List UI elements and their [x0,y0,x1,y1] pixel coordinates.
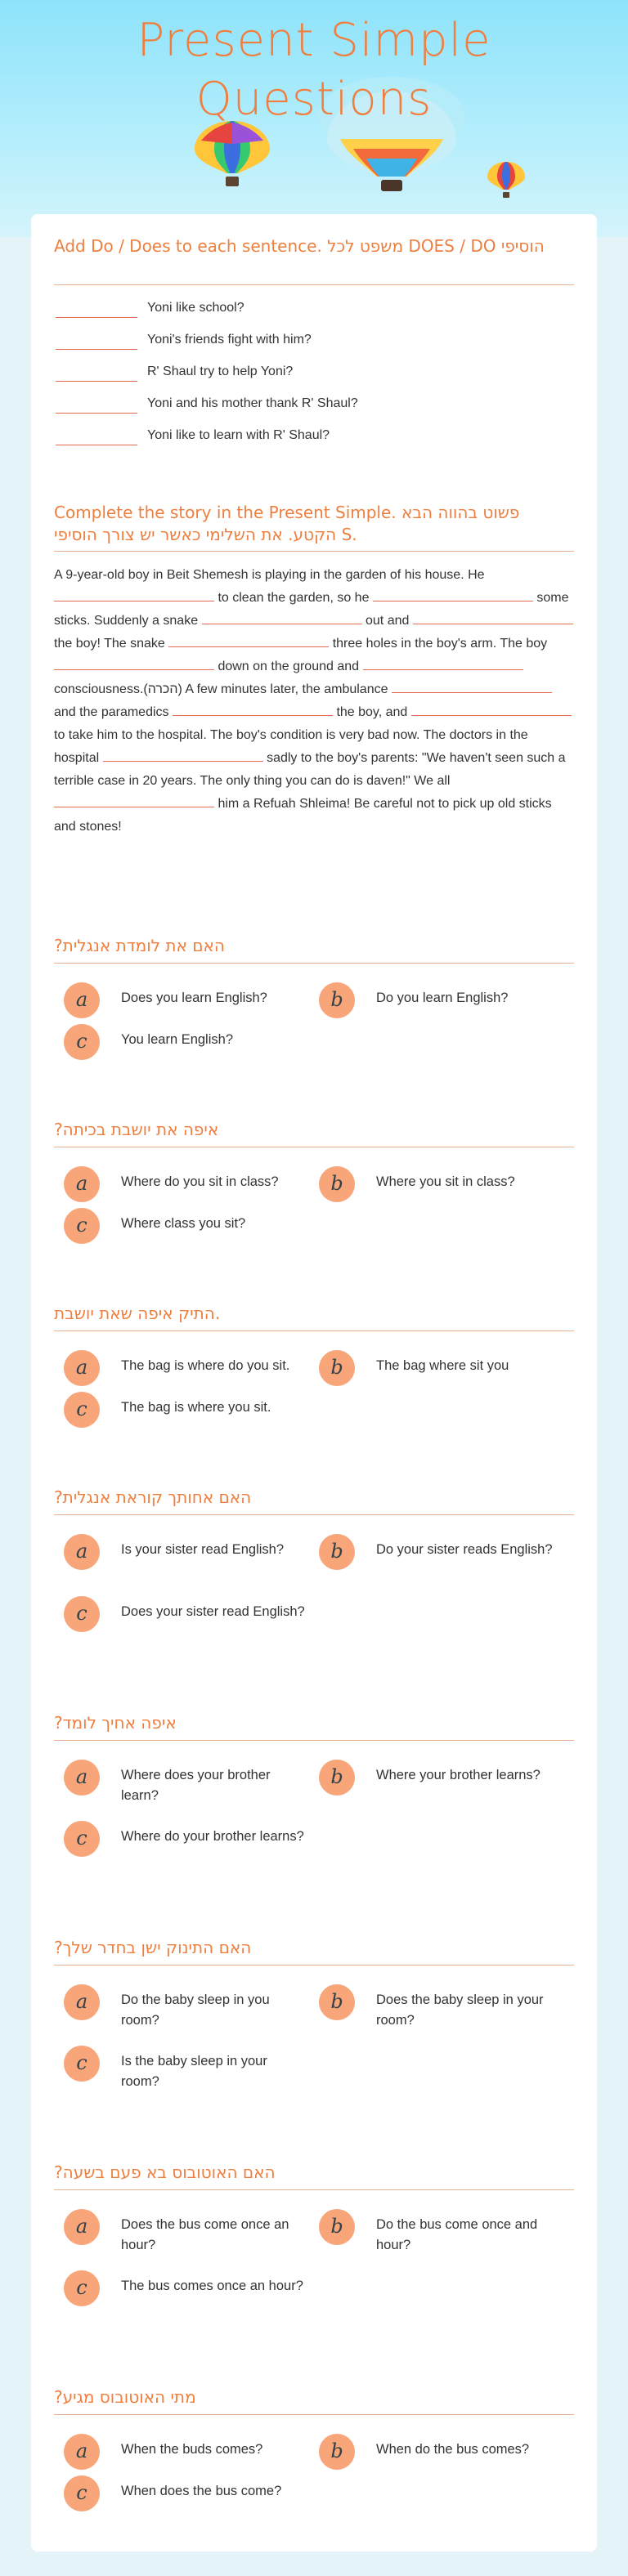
story-part-10: the boy, and [336,705,408,719]
answer-blank-4[interactable] [56,395,137,414]
option-badge-a: a [64,2434,100,2470]
option-badge-a: a [64,1760,100,1796]
fill-row-3-text: R' Shaul try to help Yoni? [147,364,294,378]
option-badge-a: a [64,1166,100,1202]
story-blank-12[interactable] [54,793,214,807]
fill-row-1-text: Yoni like school? [147,301,244,315]
question-6-title: ?האם התינוק ישן בחדר שלך [54,1938,252,1957]
option-badge-a: a [64,1984,100,2020]
story-blank-11[interactable] [103,747,263,762]
story-part-12: sadly to the boy's parents: "We haven't seen such a terrible case in 20 years. The only thing you can do is daven!" We all [54,751,566,788]
option-badge-b: b [319,1534,355,1570]
story-blank-7[interactable] [363,655,523,670]
question-4-title: ?האם אחותך קוראת אנגלית [54,1487,252,1507]
fill-row-2-text: Yoni's friends fight with him? [147,333,312,347]
question-3-divider [54,1330,574,1331]
option-text: Is your sister read English? [121,1542,285,1557]
option-badge-b: b [319,1760,355,1796]
option-text: Do you learn English? [376,991,509,1005]
section1-title: Add Do / Does to each sentence. משפט לכל DOES / DO הוסיפי [54,236,545,256]
story-blank-4[interactable] [413,610,573,624]
section1-divider [54,284,574,285]
option-badge-b: b [319,2209,355,2245]
option-badge-c: c [64,1024,100,1060]
story-part-5: the boy! The snake [54,637,165,651]
answer-blank-2[interactable] [56,331,137,350]
option-text: Where do you sit in class? [121,1174,279,1189]
option-text: Does you learn English? [121,991,267,1005]
option-badge-c: c [64,1208,100,1244]
option-text: Where your brother learns? [376,1768,541,1782]
option-text: Is the baby sleep in your room? [121,2054,267,2089]
question-2-title: ?איפה את יושבת בכיתה [54,1120,219,1139]
option-badge-c: c [64,1821,100,1857]
option-badge-c: c [64,1392,100,1428]
question-4-divider [54,1514,574,1515]
option-badge-a: a [64,1534,100,1570]
option-text: The bag where sit you [376,1358,509,1373]
page-title [0,11,628,129]
fill-row-5-text: Yoni like to learn with R' Shaul? [147,428,330,442]
option-badge-c: c [64,1596,100,1632]
page-title-line2: Questions [195,73,433,126]
option-badge-b: b [319,982,355,1018]
answer-blank-1[interactable] [56,299,137,318]
section2-title: Complete the story in the Present Simple. פשוט בהווה הבא הקטע. את השלימי כאשר יש צורך הוסיפי S. [54,503,520,544]
story-blank-2[interactable] [373,587,533,602]
story-blank-10[interactable] [411,701,572,716]
story-part-9: and the paramedics [54,705,169,719]
story-part-13: him a Refuah Shleima! Be careful not to pick up old sticks and stones! [54,797,552,834]
option-badge-a: a [64,2209,100,2245]
story-blank-5[interactable] [168,633,329,647]
question-7-title: ?האם האוטובוס בא פעם בשעה [54,2162,276,2182]
option-text: Do the baby sleep in you room? [121,1992,270,2028]
hot-air-balloon-small-icon [486,160,527,199]
option-text: Where does your brother learn? [121,1768,271,1803]
answer-blank-5[interactable] [56,427,137,445]
option-text: The bus comes once an hour? [121,2279,303,2293]
option-text: When do the bus comes? [376,2442,530,2457]
story-blank-3[interactable] [202,610,362,624]
option-badge-c: c [64,2475,100,2511]
page-title-line1: Present Simple [137,14,491,67]
story-part-4: out and [366,614,410,628]
option-text: Do your sister reads English? [376,1542,553,1557]
header-banner [0,0,628,237]
story-part-8: consciousness.(הכרה) A few minutes later, the ambulance [54,682,388,696]
option-badge-a: a [64,1350,100,1386]
question-1-divider [54,963,574,964]
story-part-6: three holes in the boy's arm. The boy [332,637,548,651]
option-text: Does the baby sleep in your room? [376,1992,544,2028]
option-text: When the buds comes? [121,2442,263,2457]
option-text: The bag is where do you sit. [121,1358,290,1373]
story-part-11: to take him to the hospital. The boy's condition is very bad now. The doctors in the hospital [54,728,528,765]
option-text: You learn English? [121,1032,233,1047]
section2-divider [54,551,574,552]
question-8-title: ?מתי האוטובוס מגיע [54,2387,196,2407]
worksheet-card [31,214,597,2551]
story-part-3: some sticks. Suddenly a snake [54,591,569,628]
story-part-7: down on the ground and [218,660,360,673]
option-text: Does your sister read English? [121,1604,305,1619]
question-1-title: ?האם את לומדת אנגלית [54,936,225,955]
option-text: The bag is where you sit. [121,1400,271,1415]
story-part-2: to clean the garden, so he [218,591,370,605]
question-6-divider [54,1965,574,1966]
option-text: When does the bus come? [121,2484,282,2498]
answer-blank-3[interactable] [56,363,137,382]
option-badge-c: c [64,2270,100,2306]
option-badge-a: a [64,982,100,1018]
option-text: Where you sit in class? [376,1174,515,1189]
question-8-divider [54,2414,574,2415]
story-part-1: A 9-year-old boy in Beit Shemesh is playing in the garden of his house. He [54,568,485,582]
option-text: Does the bus come once an hour? [121,2217,289,2252]
fill-row-4-text: Yoni and his mother thank R' Shaul? [147,396,358,410]
option-badge-b: b [319,1350,355,1386]
hot-air-balloon-left-icon [193,119,271,190]
option-badge-b: b [319,1984,355,2020]
option-text: Where do your brother learns? [121,1829,304,1844]
option-text: Where class you sit? [121,1216,246,1231]
question-5-divider [54,1740,574,1741]
story-blank-9[interactable] [173,701,333,716]
option-text: Do the bus come once and hour? [376,2217,538,2252]
story-blank-8[interactable] [392,678,552,693]
option-badge-c: c [64,2046,100,2082]
question-5-title: ?איפה אחיך לומד [54,1713,177,1733]
question-7-divider [54,2189,574,2190]
question-3-title: התיק איפה שאת יושבת. [54,1304,221,1323]
story-blank-6[interactable] [54,655,214,670]
story-paragraph [54,564,574,839]
option-badge-b: b [319,2434,355,2470]
option-badge-b: b [319,1166,355,1202]
story-blank-1[interactable] [54,587,214,602]
